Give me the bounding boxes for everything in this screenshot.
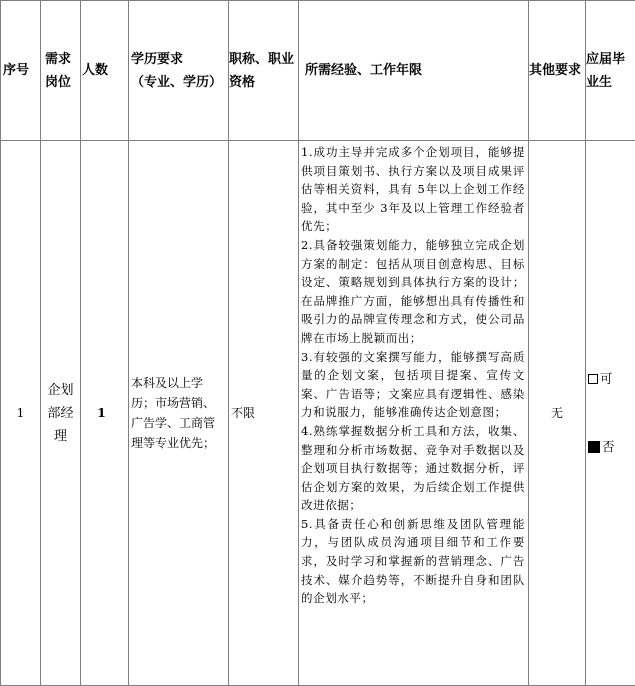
experience-item-4: 4.熟练掌握数据分析工具和方法，收集、整理和分析市场数据、竞争对手数据以及企划项目执行数据等；通过数据分析，评估企划方案的效果，为后续企划工作提供改进依据； [301, 422, 525, 515]
header-other: 其他要求 [529, 1, 586, 141]
table-row [1, 141, 635, 686]
experience-item-5: 5.具备责任心和创新思维及团队管理能力，与团队成员沟通项目细节和工作要求，及时学习和掌握新的营销理念、广告技术、媒介趋势等，不断提升自身和团队的企划水平； [301, 515, 525, 608]
experience-list [299, 141, 528, 608]
header-graduate: 应届毕 业生 [586, 1, 635, 141]
header-certificate: 职称、职业 资格 [229, 1, 299, 141]
header-experience: 所需经验、工作年限 [299, 1, 529, 141]
row-graduate [586, 141, 635, 686]
other-text: 无 [529, 405, 585, 421]
header-seq: 序号 [1, 1, 41, 141]
experience-item-2: 2.具备较强策划能力，能够独立完成企划方案的制定：包括从项目创意构思、目标设定、策略规划到具体执行方案的设计；在品牌推广方面，能够想出具有传播性和吸引力的品牌宣传理念和方式，使公司品牌在市场上脱颖而出； [301, 236, 525, 348]
education-text: 本科及以上学历；市场营销、广告学、工商管理等专业优先； [129, 373, 228, 453]
experience-item-3: 3.有较强的文案撰写能力，能够撰写高质量的企划文案，包括项目提案、宣传文案、广告语等；文案应具有逻辑性、感染力和说服力，能够准确传达企划意图； [301, 348, 525, 422]
checkbox-filled-icon[interactable] [588, 441, 600, 453]
header-row [1, 1, 635, 141]
row-certificate [229, 141, 299, 686]
certificate-text: 不限 [229, 405, 298, 421]
header-count: 人数 [81, 1, 129, 141]
row-seq: 1 [1, 141, 41, 686]
graduate-option-no[interactable]: 否 [588, 435, 635, 459]
header-education: 学历要求 （专业、学历） [129, 1, 229, 141]
row-position [41, 141, 81, 686]
experience-item-1: 1.成功主导并完成多个企划项目，能够提供项目策划书、执行方案以及项目成果评估等相关资料，具有 5年以上企划工作经验，其中至少 3年及以上管理工作经验者优先； [301, 143, 525, 236]
header-position: 需求 岗位 [41, 1, 81, 141]
checkbox-empty-icon[interactable] [588, 374, 598, 384]
row-experience [299, 141, 529, 686]
row-education [129, 141, 229, 686]
row-other [529, 141, 586, 686]
position-name: 企划部经理 [46, 379, 76, 448]
graduate-option-yes[interactable]: 可 [588, 367, 635, 391]
row-count: 1 [81, 141, 129, 686]
